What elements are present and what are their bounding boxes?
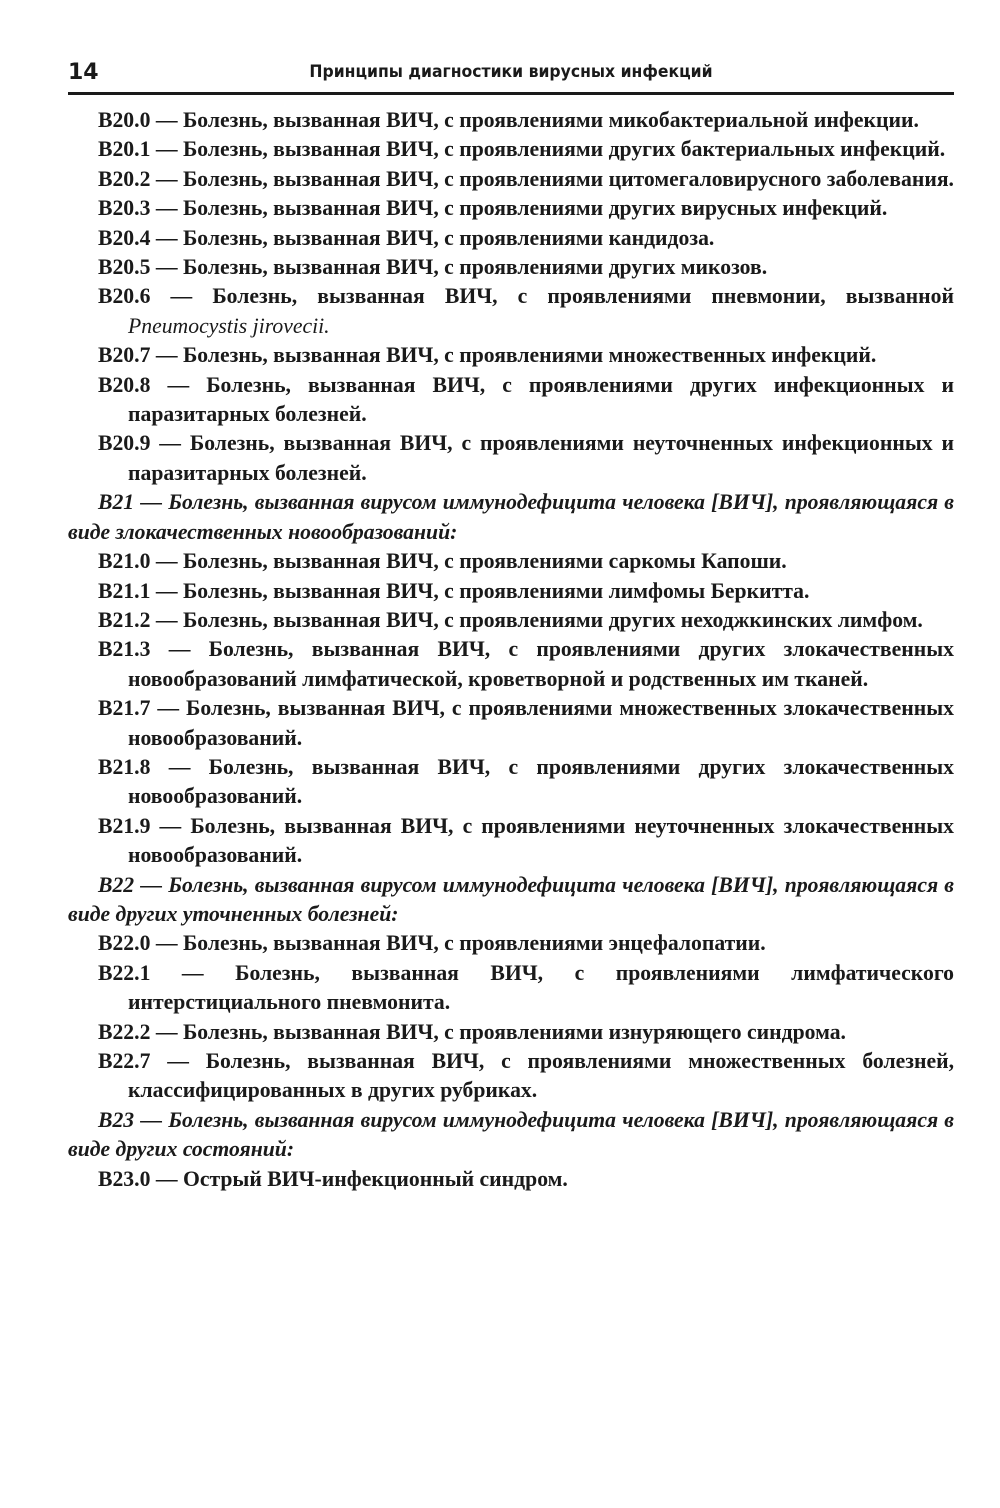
entry-code: B21.8 xyxy=(98,754,151,779)
entry-text: — Болезнь, вызванная ВИЧ, с проявлениями множественных болезней, классифицированных в других рубриках. xyxy=(128,1049,954,1103)
entry-text: — Болезнь, вызванная ВИЧ, с проявлениями цитомегаловирусного заболевания. xyxy=(150,166,954,191)
entry-b20-3 xyxy=(98,194,954,223)
entry-b21-3 xyxy=(98,635,954,694)
entry-b20-7 xyxy=(98,341,954,370)
entry-text: — Болезнь, вызванная ВИЧ, с проявлениями лимфатического интерстициального пневмонита. xyxy=(128,960,954,1015)
entry-b20-1 xyxy=(98,135,954,164)
entry-code: B22.7 xyxy=(98,1049,151,1073)
entry-code: B21.1 xyxy=(98,578,151,603)
entry-text: — Болезнь, вызванная ВИЧ, с проявлениями других злокачественных новообразований. xyxy=(128,754,954,809)
entry-code: B20.0 xyxy=(98,108,151,132)
entry-code: B23.0 xyxy=(98,1166,151,1191)
entry-text: — Болезнь, вызванная ВИЧ, с проявлениями энцефалопатии. xyxy=(150,931,766,956)
entry-b20-9 xyxy=(98,429,954,488)
entry-b20-8 xyxy=(98,371,954,430)
entry-text: — Болезнь, вызванная ВИЧ, с проявлениями других злокачественных новообразований лимфатической, кроветворной и родственных им тканей. xyxy=(128,637,954,691)
latin-name: Pneumocystis jirovecii. xyxy=(128,313,330,338)
entry-text: — Болезнь, вызванная ВИЧ, с проявлениями неуточненных злокачественных новообразований. xyxy=(128,813,954,868)
entry-b21-7 xyxy=(98,694,954,753)
section-heading-b23: B23 — Болезнь, вызванная вирусом иммунодефицита человека [ВИЧ], проявляющаяся в виде других состояний: xyxy=(68,1107,954,1162)
entry-code: B21.7 xyxy=(98,696,151,721)
page-number: 14 xyxy=(68,60,99,85)
entry-b20-2 xyxy=(98,165,954,194)
entry-text: — Болезнь, вызванная ВИЧ, с проявлениями других неходжкинских лимфом. xyxy=(150,607,923,632)
entry-code: B20.7 xyxy=(98,343,151,368)
entry-text: — Болезнь, вызванная ВИЧ, с проявлениями других вирусных инфекций. xyxy=(150,196,888,221)
entry-text: — Болезнь, вызванная ВИЧ, с проявлениями неуточненных инфекционных и паразитарных болезней. xyxy=(128,431,954,485)
entry-b20-6 xyxy=(98,282,954,341)
entry-code: B22.2 xyxy=(98,1019,151,1044)
entry-code: B20.1 xyxy=(98,137,151,162)
entry-b22-7 xyxy=(98,1047,954,1106)
entry-text: — Болезнь, вызванная ВИЧ, с проявлениями лимфомы Беркитта. xyxy=(150,578,810,603)
entry-b21-8 xyxy=(98,753,954,812)
entry-code: B21.2 xyxy=(98,607,151,632)
entry-code: B20.9 xyxy=(98,431,151,456)
entry-code: B21.3 xyxy=(98,637,151,662)
running-title: Принципы диагностики вирусных инфекций xyxy=(309,62,713,82)
entry-text: — Болезнь, вызванная ВИЧ, с проявлениями других микозов. xyxy=(150,255,768,280)
entry-code: B21.9 xyxy=(98,813,151,838)
entry-text: — Болезнь, вызванная ВИЧ, с проявлениями изнуряющего синдрома. xyxy=(150,1019,846,1044)
entry-b23-0 xyxy=(98,1165,954,1194)
entry-code: B20.6 xyxy=(98,284,151,309)
entry-text: — Болезнь, вызванная ВИЧ, с проявлениями кандидоза. xyxy=(150,225,715,250)
entry-text: — Болезнь, вызванная ВИЧ, с проявлениями других бактериальных инфекций. xyxy=(150,137,946,162)
entry-code: B20.8 xyxy=(98,372,151,397)
entry-text: — Болезнь, вызванная ВИЧ, с проявлениями множественных злокачественных новообразований. xyxy=(128,696,954,750)
section-heading-b22: B22 — Болезнь, вызванная вирусом иммунодефицита человека [ВИЧ], проявляющаяся в виде других уточненных болезней: xyxy=(68,872,954,926)
entry-code: B21.0 xyxy=(98,549,151,574)
entry-b22-0 xyxy=(98,929,954,958)
entry-code: B22.0 xyxy=(98,931,151,956)
entry-b21-1 xyxy=(98,577,954,606)
entry-b22-1 xyxy=(98,959,954,1018)
entry-code: B20.3 xyxy=(98,196,151,221)
entry-b21-9 xyxy=(98,812,954,871)
entry-text: — Болезнь, вызванная ВИЧ, с проявлениями саркомы Капоши. xyxy=(150,549,787,574)
entry-b20-0 xyxy=(98,106,954,135)
entry-text: — Болезнь, вызванная ВИЧ, с проявлениями микобактериальной инфекции. xyxy=(150,108,919,132)
entry-code: B20.4 xyxy=(98,225,151,250)
entry-b21-0 xyxy=(98,547,954,576)
entry-code: B20.5 xyxy=(98,255,151,280)
page-body xyxy=(68,106,954,1194)
entry-text: — Болезнь, вызванная ВИЧ, с проявлениями множественных инфекций. xyxy=(150,343,877,368)
entry-text: — Болезнь, вызванная ВИЧ, с проявлениями пневмонии, вызванной xyxy=(150,284,954,309)
entry-b22-2 xyxy=(98,1018,954,1047)
section-heading-b21: B21 — Болезнь, вызванная вирусом иммунодефицита человека [ВИЧ], проявляющаяся в виде злокачественных новообразований: xyxy=(68,490,954,544)
entry-text: — Болезнь, вызванная ВИЧ, с проявлениями других инфекционных и паразитарных болезней. xyxy=(128,372,954,427)
entry-code: B22.1 xyxy=(98,960,151,985)
entry-text: — Острый ВИЧ-инфекционный синдром. xyxy=(150,1166,568,1191)
entry-b21-2 xyxy=(98,606,954,635)
page-header xyxy=(68,60,954,86)
entry-code: B20.2 xyxy=(98,166,151,191)
entry-b20-4 xyxy=(98,224,954,253)
header-rule xyxy=(68,92,954,95)
entry-b20-5 xyxy=(98,253,954,282)
